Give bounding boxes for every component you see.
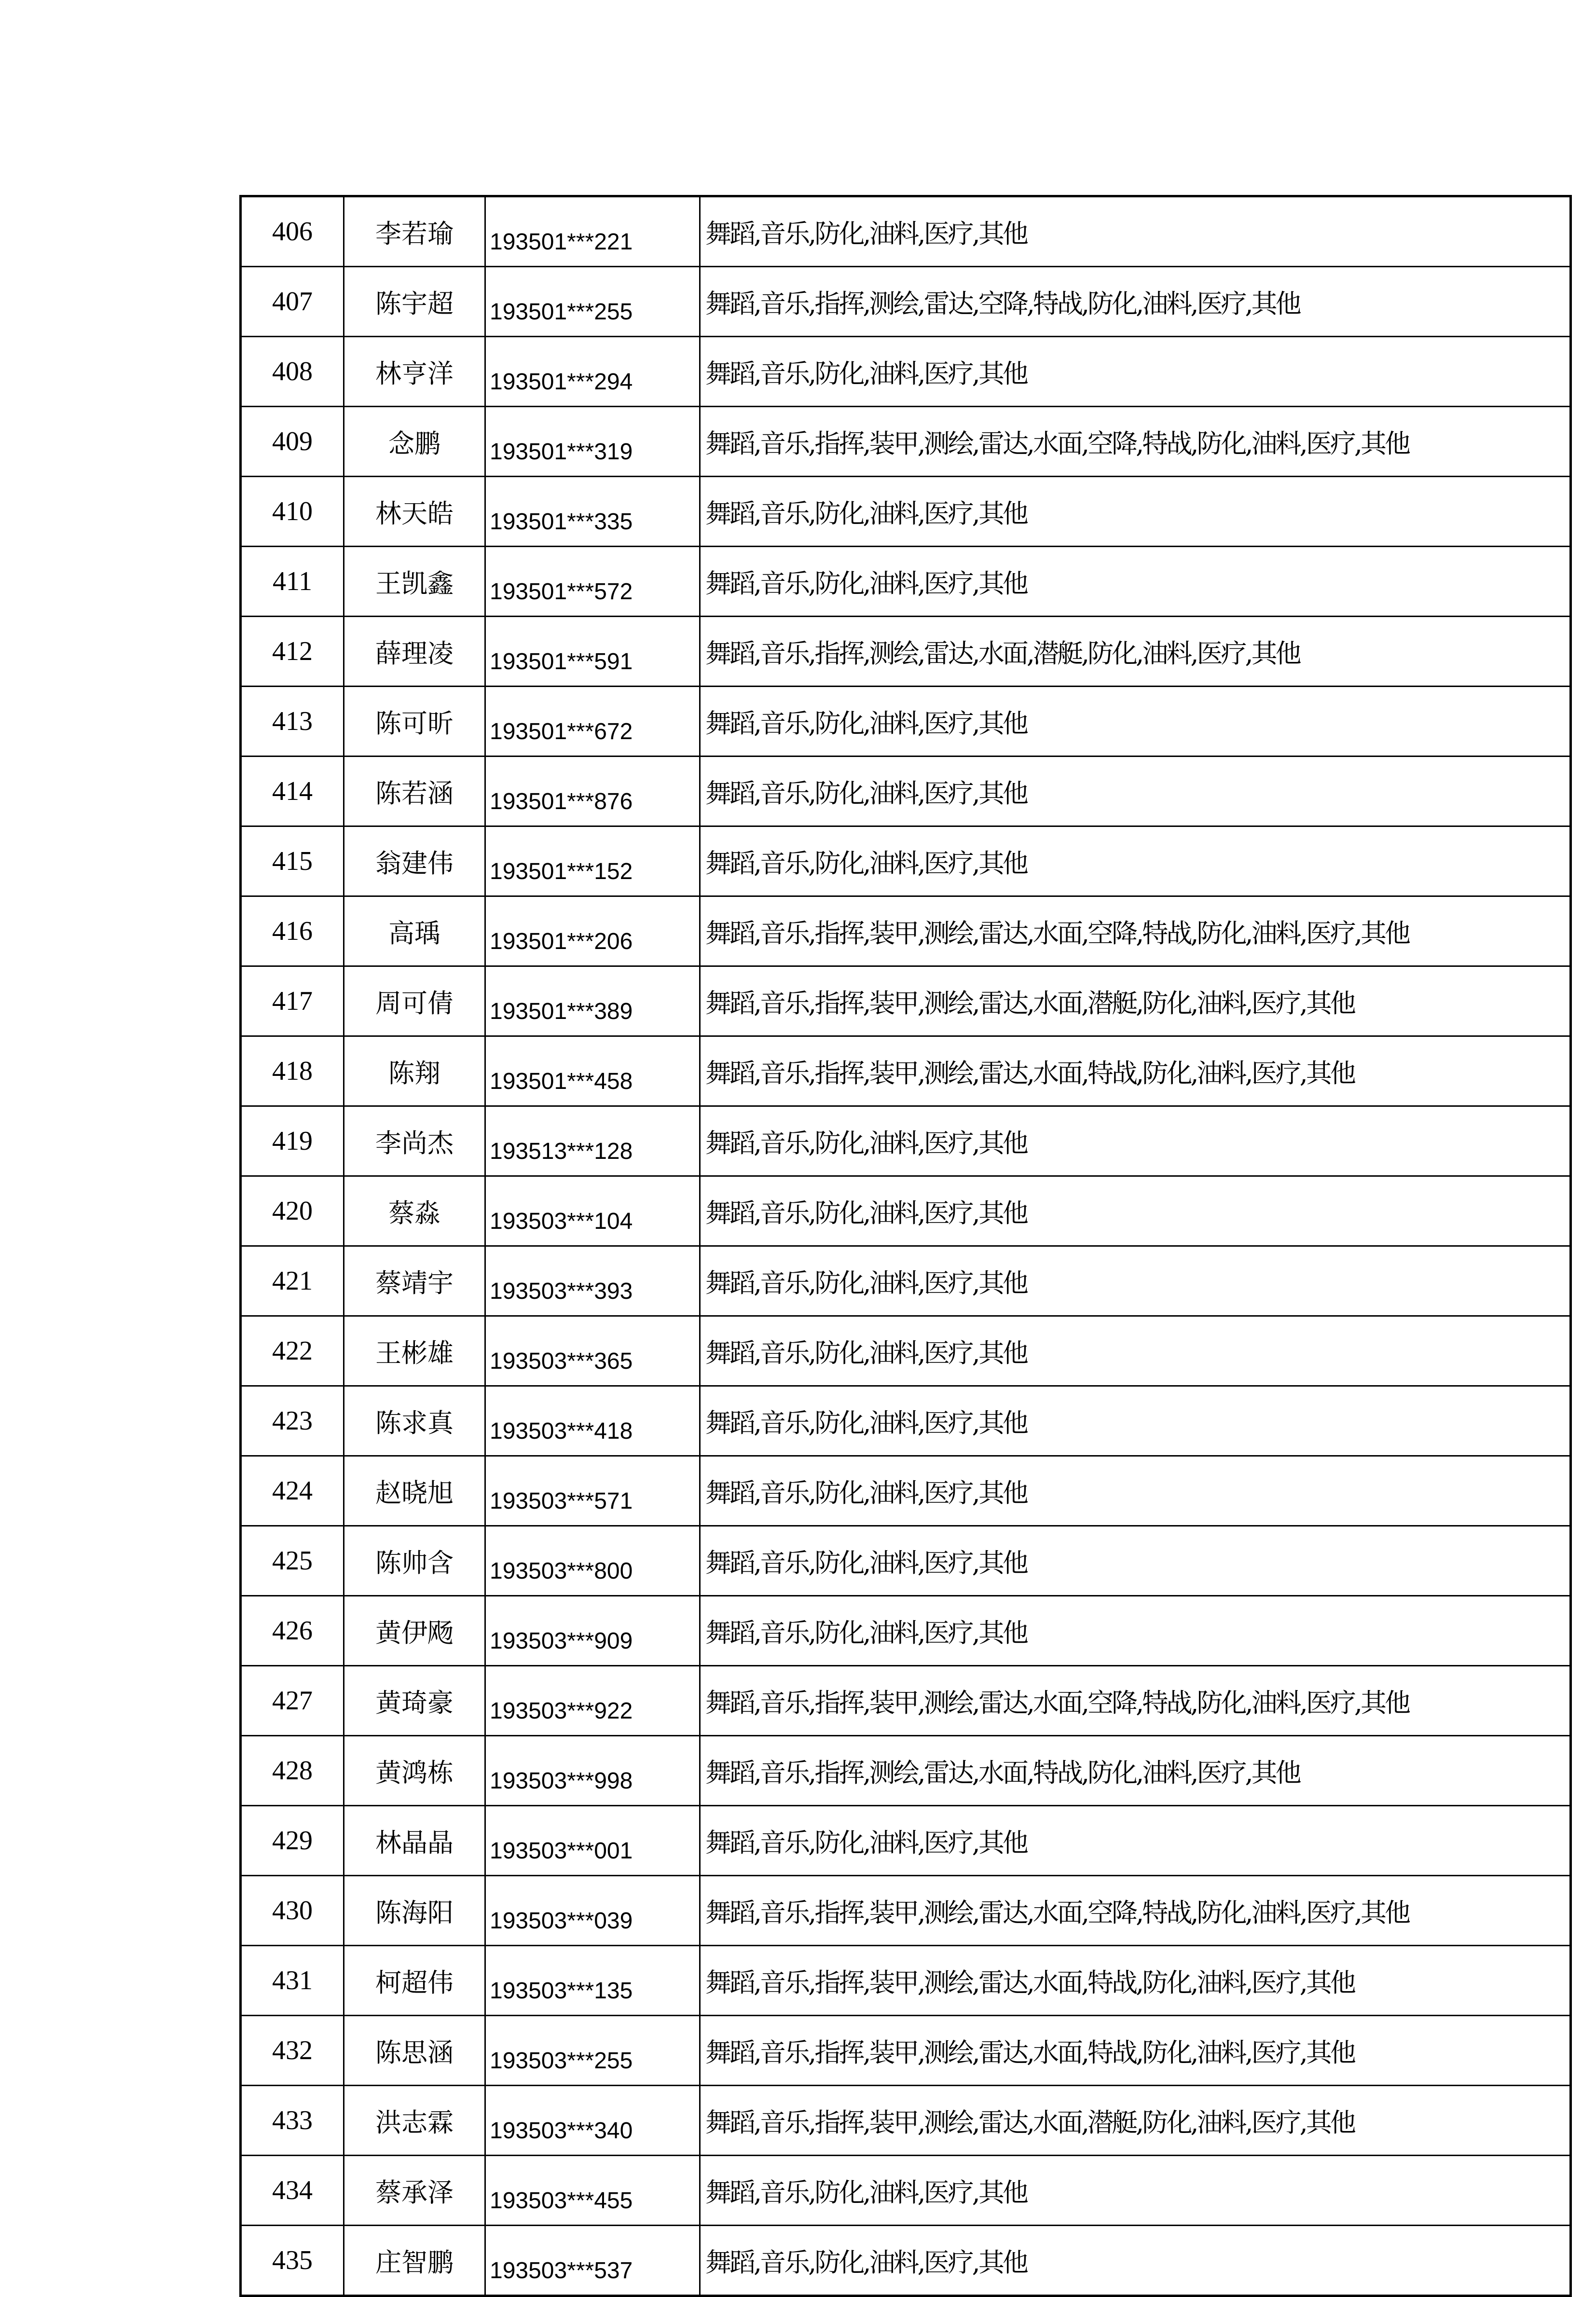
table-row (241, 2226, 1571, 2296)
row-number: 406 (241, 196, 344, 267)
table-row (241, 196, 1571, 267)
roster-table (239, 195, 1572, 2297)
row-number: 421 (241, 1246, 344, 1316)
person-name: 黄鸿栋 (344, 1736, 485, 1806)
category-list: 舞蹈,音乐,防化,油料,医疗,其他 (700, 1176, 1571, 1246)
category-list: 舞蹈,音乐,指挥,装甲,测绘,雷达,水面,空降,特战,防化,油料,医疗,其他 (700, 1666, 1571, 1736)
row-number: 432 (241, 2016, 344, 2086)
category-list: 舞蹈,音乐,防化,油料,医疗,其他 (700, 547, 1571, 617)
masked-id-number: 193503***418 (485, 1386, 700, 1456)
masked-id-number: 193501***335 (485, 477, 700, 547)
table-row (241, 1736, 1571, 1806)
masked-id-number: 193501***572 (485, 547, 700, 617)
table-row (241, 2086, 1571, 2156)
row-number: 429 (241, 1806, 344, 1876)
table-row (241, 617, 1571, 687)
person-name: 陈帅含 (344, 1526, 485, 1596)
masked-id-number: 193503***800 (485, 1526, 700, 1596)
row-number: 412 (241, 617, 344, 687)
person-name: 林晶晶 (344, 1806, 485, 1876)
masked-id-number: 193503***571 (485, 1456, 700, 1526)
person-name: 陈思涵 (344, 2016, 485, 2086)
masked-id-number: 193501***458 (485, 1036, 700, 1106)
table-row (241, 1526, 1571, 1596)
category-list: 舞蹈,音乐,指挥,装甲,测绘,雷达,水面,空降,特战,防化,油料,医疗,其他 (700, 896, 1571, 966)
person-name: 陈海阳 (344, 1876, 485, 1946)
table-row (241, 1666, 1571, 1736)
person-name: 陈宇超 (344, 267, 485, 337)
masked-id-number: 193501***255 (485, 267, 700, 337)
masked-id-number: 193501***389 (485, 966, 700, 1036)
masked-id-number: 193503***365 (485, 1316, 700, 1386)
person-name: 黄伊飏 (344, 1596, 485, 1666)
person-name: 周可倩 (344, 966, 485, 1036)
table-row (241, 547, 1571, 617)
person-name: 林天皓 (344, 477, 485, 547)
row-number: 430 (241, 1876, 344, 1946)
category-list: 舞蹈,音乐,防化,油料,医疗,其他 (700, 1106, 1571, 1176)
category-list: 舞蹈,音乐,防化,油料,医疗,其他 (700, 1386, 1571, 1456)
category-list: 舞蹈,音乐,指挥,测绘,雷达,水面,潜艇,防化,油料,医疗,其他 (700, 617, 1571, 687)
table-row (241, 2156, 1571, 2226)
masked-id-number: 193503***255 (485, 2016, 700, 2086)
masked-id-number: 193503***922 (485, 1666, 700, 1736)
table-row (241, 826, 1571, 896)
table-row (241, 267, 1571, 337)
masked-id-number: 193503***104 (485, 1176, 700, 1246)
category-list: 舞蹈,音乐,防化,油料,医疗,其他 (700, 477, 1571, 547)
masked-id-number: 193501***294 (485, 337, 700, 407)
table-row (241, 1806, 1571, 1876)
category-list: 舞蹈,音乐,指挥,装甲,测绘,雷达,水面,特战,防化,油料,医疗,其他 (700, 1946, 1571, 2016)
category-list: 舞蹈,音乐,防化,油料,医疗,其他 (700, 826, 1571, 896)
category-list: 舞蹈,音乐,指挥,测绘,雷达,空降,特战,防化,油料,医疗,其他 (700, 267, 1571, 337)
category-list: 舞蹈,音乐,指挥,装甲,测绘,雷达,水面,特战,防化,油料,医疗,其他 (700, 2016, 1571, 2086)
masked-id-number: 193503***135 (485, 1946, 700, 2016)
person-name: 陈可昕 (344, 687, 485, 756)
table-row (241, 477, 1571, 547)
row-number: 424 (241, 1456, 344, 1526)
row-number: 426 (241, 1596, 344, 1666)
table-row (241, 1876, 1571, 1946)
table-row (241, 1246, 1571, 1316)
masked-id-number: 193503***909 (485, 1596, 700, 1666)
row-number: 419 (241, 1106, 344, 1176)
table-row (241, 687, 1571, 756)
table-row (241, 2016, 1571, 2086)
row-number: 420 (241, 1176, 344, 1246)
person-name: 念鹏 (344, 407, 485, 477)
person-name: 高瑀 (344, 896, 485, 966)
table-row (241, 966, 1571, 1036)
table-row (241, 1946, 1571, 2016)
row-number: 416 (241, 896, 344, 966)
person-name: 李若瑜 (344, 196, 485, 267)
category-list: 舞蹈,音乐,防化,油料,医疗,其他 (700, 196, 1571, 267)
row-number: 423 (241, 1386, 344, 1456)
table-row (241, 1316, 1571, 1386)
table-row (241, 1036, 1571, 1106)
masked-id-number: 193503***455 (485, 2156, 700, 2226)
masked-id-number: 193503***393 (485, 1246, 700, 1316)
category-list: 舞蹈,音乐,防化,油料,医疗,其他 (700, 1526, 1571, 1596)
row-number: 409 (241, 407, 344, 477)
masked-id-number: 193501***876 (485, 756, 700, 826)
row-number: 410 (241, 477, 344, 547)
row-number: 428 (241, 1736, 344, 1806)
masked-id-number: 193501***152 (485, 826, 700, 896)
category-list: 舞蹈,音乐,指挥,装甲,测绘,雷达,水面,潜艇,防化,油料,医疗,其他 (700, 966, 1571, 1036)
person-name: 陈翔 (344, 1036, 485, 1106)
row-number: 415 (241, 826, 344, 896)
person-name: 翁建伟 (344, 826, 485, 896)
person-name: 陈求真 (344, 1386, 485, 1456)
person-name: 洪志霖 (344, 2086, 485, 2156)
masked-id-number: 193513***128 (485, 1106, 700, 1176)
table-row (241, 1456, 1571, 1526)
table-row (241, 1176, 1571, 1246)
category-list: 舞蹈,音乐,防化,油料,医疗,其他 (700, 1316, 1571, 1386)
person-name: 林亨洋 (344, 337, 485, 407)
masked-id-number: 193503***340 (485, 2086, 700, 2156)
row-number: 425 (241, 1526, 344, 1596)
row-number: 414 (241, 756, 344, 826)
table-row (241, 1596, 1571, 1666)
masked-id-number: 193501***591 (485, 617, 700, 687)
row-number: 413 (241, 687, 344, 756)
category-list: 舞蹈,音乐,防化,油料,医疗,其他 (700, 2156, 1571, 2226)
row-number: 435 (241, 2226, 344, 2296)
masked-id-number: 193503***998 (485, 1736, 700, 1806)
category-list: 舞蹈,音乐,防化,油料,医疗,其他 (700, 337, 1571, 407)
masked-id-number: 193501***221 (485, 196, 700, 267)
table-row (241, 896, 1571, 966)
roster-table-body (241, 196, 1571, 2296)
person-name: 李尚杰 (344, 1106, 485, 1176)
category-list: 舞蹈,音乐,指挥,装甲,测绘,雷达,水面,特战,防化,油料,医疗,其他 (700, 1036, 1571, 1106)
category-list: 舞蹈,音乐,防化,油料,医疗,其他 (700, 756, 1571, 826)
row-number: 408 (241, 337, 344, 407)
masked-id-number: 193501***319 (485, 407, 700, 477)
category-list: 舞蹈,音乐,防化,油料,医疗,其他 (700, 1456, 1571, 1526)
table-row (241, 1106, 1571, 1176)
row-number: 434 (241, 2156, 344, 2226)
masked-id-number: 193501***672 (485, 687, 700, 756)
table-row (241, 337, 1571, 407)
person-name: 王彬雄 (344, 1316, 485, 1386)
person-name: 王凯鑫 (344, 547, 485, 617)
table-row (241, 756, 1571, 826)
category-list: 舞蹈,音乐,指挥,装甲,测绘,雷达,水面,空降,特战,防化,油料,医疗,其他 (700, 407, 1571, 477)
person-name: 柯超伟 (344, 1946, 485, 2016)
masked-id-number: 193503***001 (485, 1806, 700, 1876)
person-name: 薛理凌 (344, 617, 485, 687)
person-name: 庄智鹏 (344, 2226, 485, 2296)
category-list: 舞蹈,音乐,指挥,测绘,雷达,水面,特战,防化,油料,医疗,其他 (700, 1736, 1571, 1806)
category-list: 舞蹈,音乐,指挥,装甲,测绘,雷达,水面,潜艇,防化,油料,医疗,其他 (700, 2086, 1571, 2156)
category-list: 舞蹈,音乐,防化,油料,医疗,其他 (700, 1246, 1571, 1316)
person-name: 蔡淼 (344, 1176, 485, 1246)
masked-id-number: 193501***206 (485, 896, 700, 966)
person-name: 蔡承泽 (344, 2156, 485, 2226)
row-number: 417 (241, 966, 344, 1036)
row-number: 422 (241, 1316, 344, 1386)
person-name: 陈若涵 (344, 756, 485, 826)
row-number: 431 (241, 1946, 344, 2016)
table-row (241, 1386, 1571, 1456)
category-list: 舞蹈,音乐,防化,油料,医疗,其他 (700, 2226, 1571, 2296)
category-list: 舞蹈,音乐,防化,油料,医疗,其他 (700, 1806, 1571, 1876)
row-number: 407 (241, 267, 344, 337)
person-name: 赵晓旭 (344, 1456, 485, 1526)
masked-id-number: 193503***537 (485, 2226, 700, 2296)
category-list: 舞蹈,音乐,防化,油料,医疗,其他 (700, 687, 1571, 756)
table-row (241, 407, 1571, 477)
row-number: 411 (241, 547, 344, 617)
masked-id-number: 193503***039 (485, 1876, 700, 1946)
row-number: 433 (241, 2086, 344, 2156)
row-number: 427 (241, 1666, 344, 1736)
category-list: 舞蹈,音乐,防化,油料,医疗,其他 (700, 1596, 1571, 1666)
category-list: 舞蹈,音乐,指挥,装甲,测绘,雷达,水面,空降,特战,防化,油料,医疗,其他 (700, 1876, 1571, 1946)
person-name: 蔡靖宇 (344, 1246, 485, 1316)
row-number: 418 (241, 1036, 344, 1106)
person-name: 黄琦豪 (344, 1666, 485, 1736)
